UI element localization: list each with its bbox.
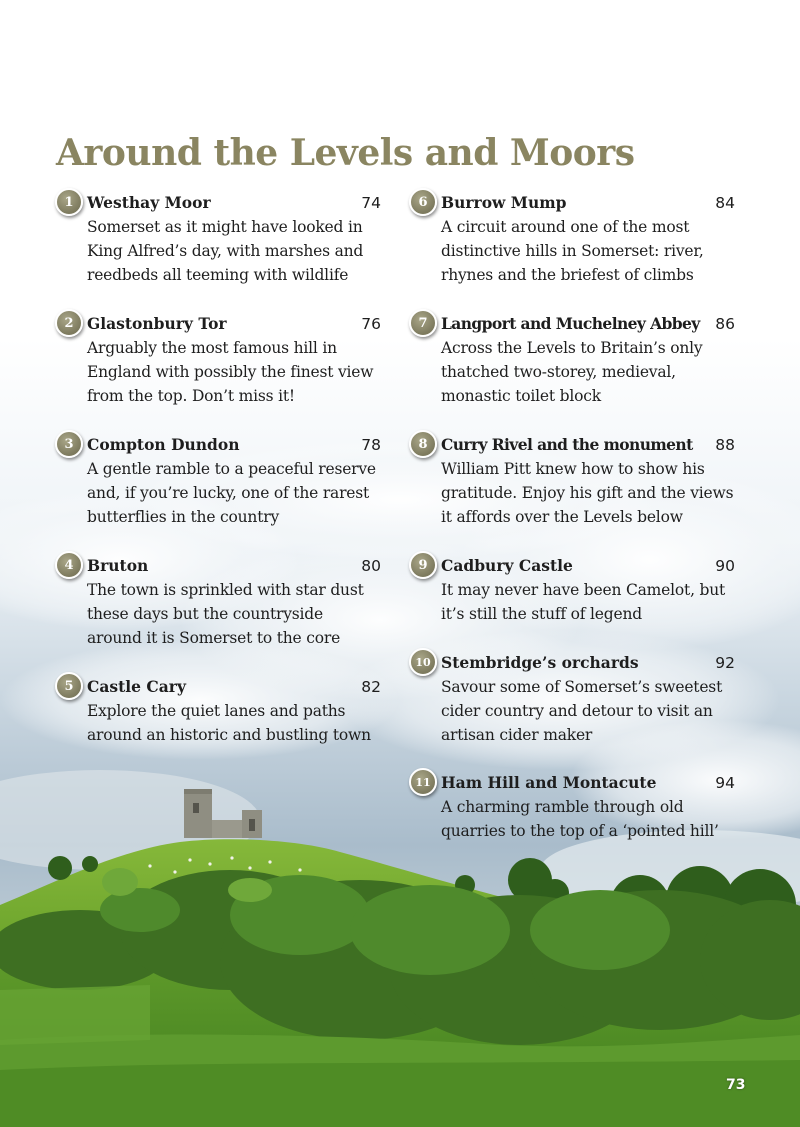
walk-title: Ham Hill and Montacute bbox=[441, 773, 657, 792]
walk-description: Across the Levels to Britain’s only thatched two-storey, medieval, monastic toilet block bbox=[441, 339, 703, 405]
walk-entry[interactable] bbox=[418, 193, 735, 287]
walk-number-badge: 9 bbox=[409, 551, 437, 579]
walk-title: Cadbury Castle bbox=[441, 556, 573, 575]
walk-entry[interactable] bbox=[418, 314, 735, 408]
walk-number-badge: 5 bbox=[55, 672, 83, 700]
walk-entry[interactable] bbox=[415, 773, 735, 843]
walk-page-number: 92 bbox=[715, 654, 735, 672]
walk-page-number: 84 bbox=[715, 194, 735, 212]
walk-title: Burrow Mump bbox=[441, 193, 567, 212]
walk-title: Westhay Moor bbox=[87, 193, 211, 212]
walk-description: A charming ramble through old quarries to the top of a ‘pointed hill’ bbox=[441, 798, 719, 840]
walk-page-number: 86 bbox=[715, 315, 735, 333]
walk-number-badge: 3 bbox=[55, 430, 83, 458]
walk-title: Curry Rivel and the monument bbox=[441, 435, 693, 454]
walk-page-number: 94 bbox=[715, 774, 735, 792]
walk-title: Langport and Muchelney Abbey bbox=[441, 314, 700, 333]
walk-page-number: 78 bbox=[361, 436, 381, 454]
walk-page-number: 82 bbox=[361, 678, 381, 696]
walk-description: A gentle ramble to a peaceful reserve and, if you’re lucky, one of the rarest butterflies in the country bbox=[87, 460, 376, 526]
walk-entry[interactable] bbox=[64, 677, 381, 747]
walk-page-number: 80 bbox=[361, 557, 381, 575]
walk-description: Somerset as it might have looked in King Alfred’s day, with marshes and reedbeds all teeming with wildlife bbox=[87, 218, 364, 284]
walk-entry[interactable] bbox=[64, 314, 381, 408]
walk-number-badge: 1 bbox=[55, 188, 83, 216]
walk-title: Bruton bbox=[87, 556, 149, 575]
page-title: Around the Levels and Moors bbox=[56, 132, 635, 174]
walk-description: William Pitt knew how to show his gratitude. Enjoy his gift and the views it affords over the Levels below bbox=[441, 460, 734, 526]
walk-description: Explore the quiet lanes and paths around an historic and bustling town bbox=[87, 702, 371, 744]
walk-title: Stembridge’s orchards bbox=[441, 653, 639, 672]
walk-number-badge: 2 bbox=[55, 309, 83, 337]
walk-entry[interactable] bbox=[64, 556, 381, 650]
walk-description: The town is sprinkled with star dust these days but the countryside around it is Somerset to the core bbox=[87, 581, 364, 647]
walk-entry[interactable] bbox=[418, 435, 735, 529]
walk-page-number: 76 bbox=[361, 315, 381, 333]
walk-page-number: 90 bbox=[715, 557, 735, 575]
walk-description: It may never have been Camelot, but it’s still the stuff of legend bbox=[441, 581, 726, 623]
walk-description: Arguably the most famous hill in England with possibly the finest view from the top. Don’t miss it! bbox=[87, 339, 374, 405]
walk-page-number: 74 bbox=[361, 194, 381, 212]
walk-entry[interactable] bbox=[64, 435, 381, 529]
walk-entry[interactable] bbox=[415, 653, 735, 747]
walk-entry[interactable] bbox=[64, 193, 381, 287]
walk-title: Glastonbury Tor bbox=[87, 314, 227, 333]
walk-title: Castle Cary bbox=[87, 677, 186, 696]
walk-number-badge: 6 bbox=[409, 188, 437, 216]
walk-number-badge: 8 bbox=[409, 430, 437, 458]
walk-number-badge: 4 bbox=[55, 551, 83, 579]
walk-number-badge: 11 bbox=[409, 768, 437, 796]
walk-entry[interactable] bbox=[418, 556, 735, 626]
walk-number-badge: 10 bbox=[409, 648, 437, 676]
walk-number-badge: 7 bbox=[409, 309, 437, 337]
page-number: 73 bbox=[726, 1077, 746, 1093]
walk-title: Compton Dundon bbox=[87, 435, 240, 454]
walk-description: Savour some of Somerset’s sweetest cider country and detour to visit an artisan cider maker bbox=[441, 678, 723, 744]
walk-page-number: 88 bbox=[715, 436, 735, 454]
walk-description: A circuit around one of the most distinctive hills in Somerset: river, rhynes and the briefest of climbs bbox=[441, 218, 704, 284]
